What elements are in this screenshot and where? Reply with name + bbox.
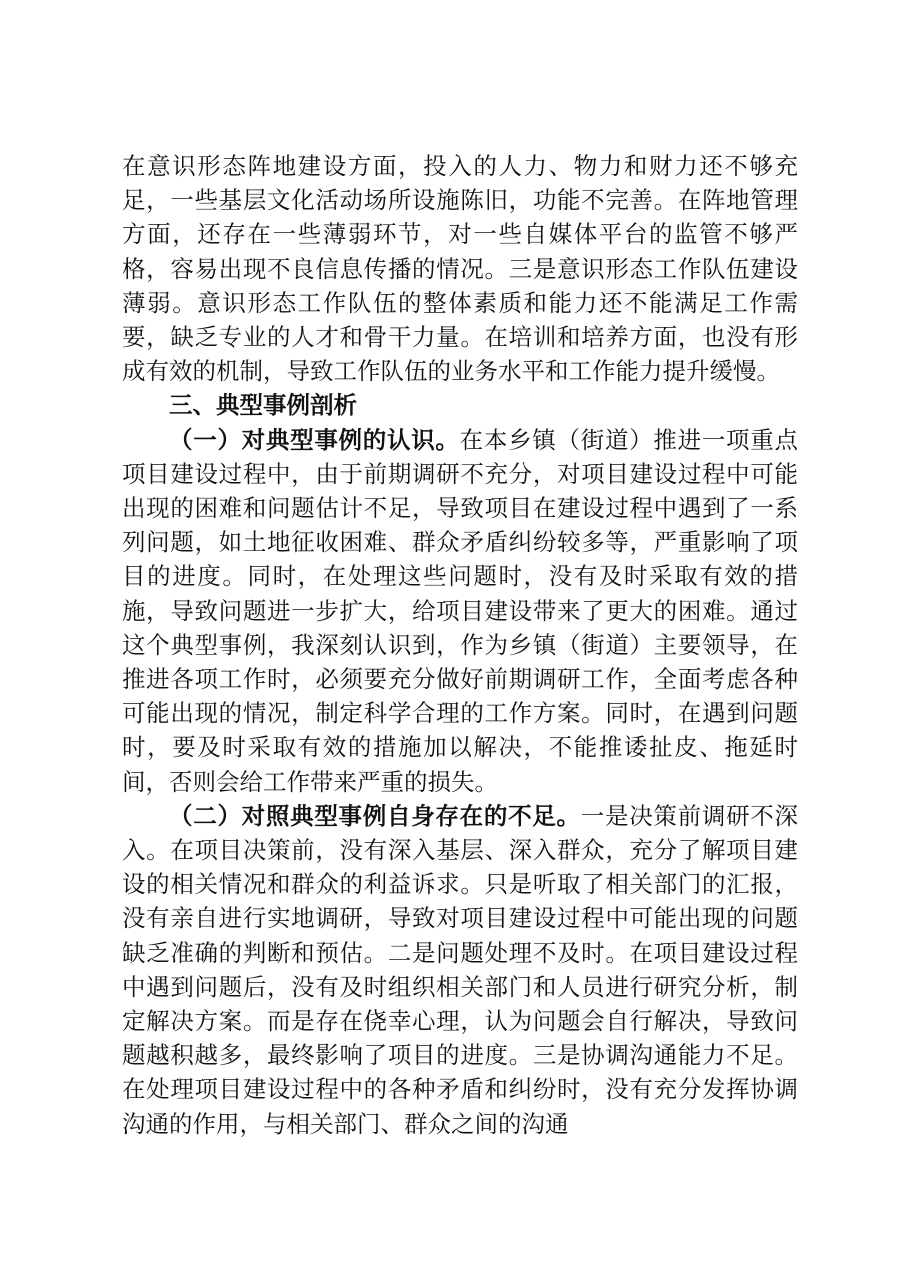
- paragraph-body: 一是决策前调研不深入。在项目决策前，没有深入基层、深入群众，充分了解项目建设的相关情况和群众的利益诉求。只是听取了相关部门的汇报，没有亲自进行实地调研，导致对项目建设过程中可能出现的问题缺乏准确的判断和预估。二是问题处理不及时。在项目建设过程中遇到问题后，没有及时组织相关部门和人员进行研究分析，制定解决方案。而是存在侥幸心理，认为问题会自行解决，导致问题越积越多，最终影响了项目的进度。三是协调沟通能力不足。在处理项目建设过程中的各种矛盾和纠纷时，没有充分发挥协调沟通的作用，与相关部门、群众之间的沟通: [122, 801, 799, 1138]
- section-heading: 三、典型事例剖析: [169, 391, 357, 420]
- paragraph-recognition: [122, 423, 798, 799]
- paragraph-body: 在本乡镇（街道）推进一项重点项目建设过程中，由于前期调研不充分，对项目建设过程中可能出现的困难和问题估计不足，导致项目在建设过程中遇到了一系列问题，如土地征收困难、群众矛盾纠纷较多等，严重影响了项目的进度。同时，在处理这些问题时，没有及时采取有效的措施，导致问题进一步扩大，给项目建设带来了更大的困难。通过这个典型事例，我深刻认识到，作为乡镇（街道）主要领导，在推进各项工作时，必须要充分做好前期调研工作，全面考虑各种可能出现的情况，制定科学合理的工作方案。同时，在遇到问题时，要及时采取有效的措施加以解决，不能推诿扯皮、拖延时间，否则会给工作带来严重的损失。: [122, 425, 799, 796]
- intro-paragraph: 在意识形态阵地建设方面，投入的人力、物力和财力还不够充足，一些基层文化活动场所设施陈旧，功能不完善。在阵地管理方面，还存在一些薄弱环节，对一些自媒体平台的监管不够严格，容易出现不良信息传播的情况。三是意识形态工作队伍建设薄弱。意识形态工作队伍的整体素质和能力还不能满足工作需要，缺乏专业的人才和骨干力量。在培训和培养方面，也没有形成有效的机制，导致工作队伍的业务水平和工作能力提升缓慢。: [122, 152, 798, 386]
- document-body: [122, 149, 798, 1141]
- paragraph-lead: （一）对典型事例的认识。: [169, 425, 460, 454]
- paragraph-shortcomings: [122, 799, 798, 1141]
- paragraph-lead: （二）对照典型事例自身存在的不足。: [169, 801, 581, 830]
